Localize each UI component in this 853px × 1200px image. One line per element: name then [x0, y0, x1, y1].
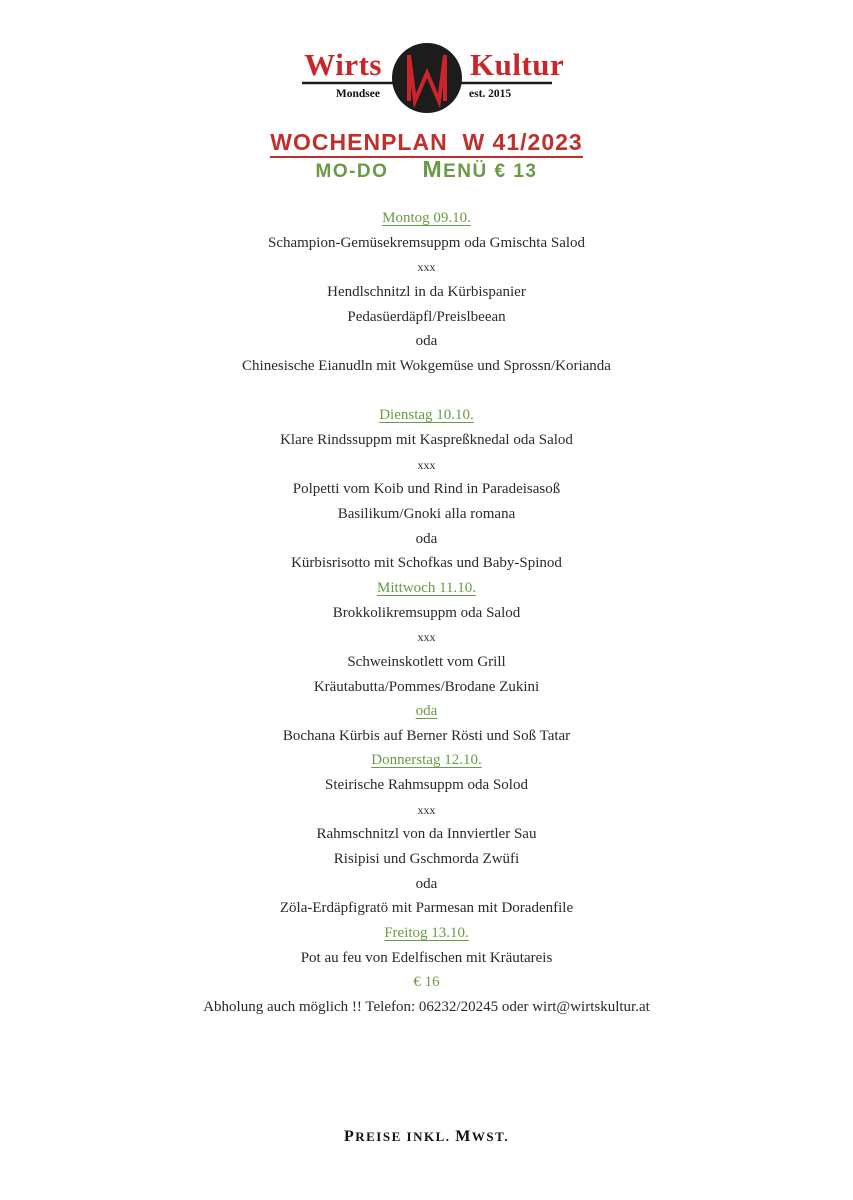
menu-line — [0, 428, 853, 453]
footer-first-letter: P — [343, 1128, 356, 1145]
week-plan-title: WOCHENPLAN W 41/2023 — [270, 128, 582, 158]
or-separator — [0, 527, 853, 552]
menu-line — [0, 946, 853, 971]
day-heading — [0, 921, 853, 946]
menu-line — [0, 822, 853, 847]
menu-line-text: Montog 09.10. — [382, 210, 471, 226]
days-label: MO-DO — [315, 161, 389, 182]
menu-line-text: Rahmschnitzl von da Innviertler Sau — [316, 826, 537, 843]
menu-line — [0, 995, 853, 1020]
menu-line-text: Schampion-Gemüsekremsuppm oda Gmischta Salod — [267, 234, 586, 251]
menu-line — [0, 477, 853, 502]
menu-line-text: Schweinskotlett vom Grill — [347, 653, 506, 670]
menu-line-text: Dienstag 10.10. — [379, 407, 474, 424]
menu-line-text: Kräutabutta/Pommes/Brodane Zukini — [313, 678, 540, 695]
menu-line — [0, 847, 853, 872]
menu-line — [0, 601, 853, 626]
menu-line-text: oda — [415, 333, 438, 350]
menu-line-text: Polpetti vom Koib und Rind in Paradeisasoß — [292, 481, 561, 498]
menu-line-text: Pedasüerdäpfl/Preislbeean — [347, 308, 506, 325]
course-separator — [0, 255, 853, 280]
menu-line-text: Risipisi und Gschmorda Zwüfi — [333, 851, 520, 868]
logo-established: est. 2015 — [469, 88, 512, 100]
logo-location: Mondsee — [335, 88, 380, 100]
footer-note — [0, 1128, 853, 1146]
logo-graphic — [0, 0, 853, 125]
menu-line — [0, 354, 853, 379]
menu-line-text: Zöla-Erdäpfigratö mit Parmesan mit Doradenfile — [279, 900, 574, 917]
course-separator — [0, 798, 853, 823]
page-title — [0, 128, 853, 158]
menu-line-text: xxx — [417, 630, 436, 645]
or-separator — [0, 872, 853, 897]
menu-line-text: Kürbisrisotto mit Schofkas und Baby-Spinod — [291, 555, 562, 572]
menu-line-text: Brokkolikremsuppm oda Salod — [332, 604, 521, 621]
day-heading — [0, 206, 853, 231]
menu-line-text: xxx — [417, 260, 436, 275]
menu-line — [0, 280, 853, 305]
menu-line-text: Mittwoch 11.10. — [376, 579, 477, 596]
menu-line — [0, 305, 853, 330]
day-heading — [0, 403, 853, 428]
menu-line — [0, 231, 853, 256]
menu-line-text: oda — [415, 875, 438, 892]
day-heading — [0, 699, 853, 724]
menu-line-text: € 16 — [413, 974, 440, 991]
menu-line — [0, 675, 853, 700]
course-separator — [0, 453, 853, 478]
page-subtitle — [0, 157, 853, 184]
menu-line — [0, 896, 853, 921]
menu-line-text: oda — [415, 703, 438, 720]
or-separator — [0, 329, 853, 354]
weekly-menu — [0, 206, 853, 1020]
menu-line-text: Hendlschnitzl in da Kürbispanier — [327, 283, 526, 300]
wirtskultur-logo — [0, 0, 853, 125]
day-heading — [0, 748, 853, 773]
menu-line-text: Bochana Kürbis auf Berner Rösti und Soß Tatar — [282, 727, 571, 744]
menu-line — [0, 724, 853, 749]
menu-line-text: Freitog 13.10. — [384, 924, 469, 941]
menu-line-text: Chinesische Eianudln mit Wokgemüse und Sprossn/Korianda — [242, 357, 611, 374]
menu-line-text: Pot au feu von Edelfischen mit Kräutareis — [300, 949, 553, 966]
menu-line — [0, 650, 853, 675]
menu-price-label: MENÜ € 13 — [422, 156, 538, 182]
menu-line-text: Steirische Rahmsuppm oda Solod — [325, 777, 528, 794]
menu-line — [0, 551, 853, 576]
logo-word-kultur: Kultur — [470, 47, 565, 82]
menu-line-text: Klare Rindssuppm mit Kaspreßknedal oda Salod — [280, 432, 573, 449]
footer-text: REISE INKL. MWST. — [355, 1128, 510, 1145]
menu-line-text: Basilikum/Gnoki alla romana — [337, 506, 516, 523]
day-heading — [0, 576, 853, 601]
menu-line-text: Donnerstag 12.10. — [371, 752, 482, 769]
menu-line — [0, 773, 853, 798]
course-separator — [0, 625, 853, 650]
friday-price — [0, 970, 853, 995]
menu-line — [0, 502, 853, 527]
menu-line-text: xxx — [417, 802, 436, 817]
logo-word-wirts: Wirts — [304, 47, 382, 82]
menu-line-text: xxx — [417, 457, 436, 472]
menu-line-text: oda — [415, 530, 438, 547]
menu-line-text: Abholung auch möglich !! Telefon: 06232/20245 oder wirt@wirtskultur.at — [203, 998, 650, 1015]
